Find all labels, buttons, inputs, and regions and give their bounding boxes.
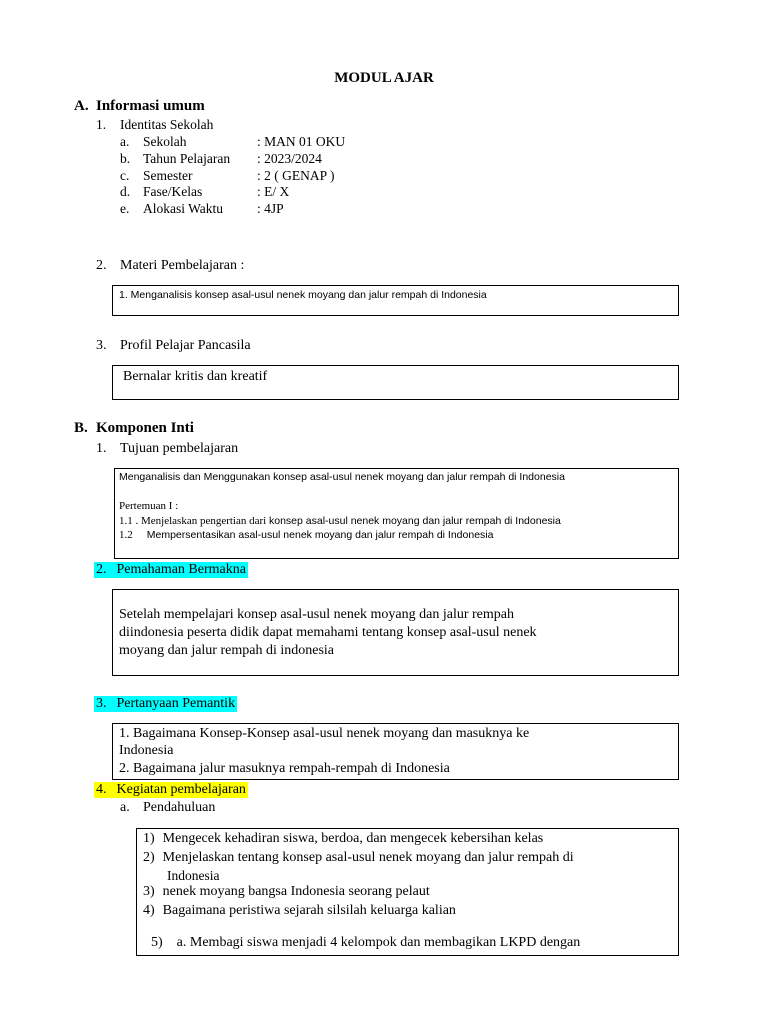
row-value: : MAN 01 OKU (257, 134, 346, 149)
materi-box (112, 285, 679, 316)
pemantik-box (112, 723, 679, 780)
tujuan-label: Tujuan pembelajaran (120, 441, 239, 456)
tujuan-sub2-num: 1.2 (119, 529, 133, 541)
kegiatan-heading (94, 782, 248, 798)
pemahaman-num: 2. (96, 562, 107, 577)
row-label: Semester (143, 168, 193, 183)
pemahaman-line: moyang dan jalur rempah di indonesia (119, 643, 334, 658)
list-num: 4) (143, 903, 155, 918)
row-value: : 4JP (257, 201, 284, 216)
pemahaman-label: Pemahaman Bermakna (116, 562, 246, 577)
pendahuluan-label: Pendahuluan (143, 800, 216, 815)
tujuan-sub1-rest: konsep asal-usul nenek moyang dan jalur rempah di Indonesia (268, 515, 561, 527)
profil-label: Profil Pelajar Pancasila (120, 338, 251, 353)
materi-num: 2. (96, 258, 107, 273)
materi-box-text: 1. Menganalisis konsep asal-usul nenek moyang dan jalur rempah di Indonesia (119, 289, 487, 301)
pemantik-heading (94, 696, 237, 712)
row-label: Tahun Pelajaran (143, 151, 231, 166)
pemantik-num: 3. (96, 696, 107, 711)
tujuan-meeting: Pertemuan I : (119, 500, 179, 512)
list-num: 1) (143, 831, 155, 846)
row-label: Sekolah (143, 134, 187, 149)
pemahaman-box (112, 589, 679, 676)
tujuan-sub1 (119, 515, 561, 527)
materi-label: Materi Pembelajaran : (120, 258, 245, 273)
tujuan-box (114, 468, 679, 559)
pemantik-label: Pertanyaan Pemantik (116, 696, 236, 711)
list-text: Bagaimana peristiwa sejarah silsilah keluarga kalian (162, 903, 456, 918)
list-item (143, 903, 456, 919)
pemahaman-line: diindonesia peserta didik dapat memahami tentang konsep asal-usul nenek (119, 625, 537, 640)
pendahuluan-box (136, 828, 679, 956)
row-value: : 2023/2024 (257, 151, 322, 166)
row-letter: b. (120, 151, 131, 166)
list-item (151, 935, 580, 951)
list-text: Mengecek kehadiran siswa, berdoa, dan mengecek kebersihan kelas (162, 831, 544, 846)
list-item (143, 850, 574, 866)
document-title: MODUL AJAR (334, 70, 434, 86)
list-text: a. Membagi siswa menjadi 4 kelompok dan membagikan LKPD dengan (176, 935, 581, 950)
list-num: 5) (151, 935, 163, 950)
list-num: 3) (143, 884, 155, 899)
row-letter: c. (120, 168, 130, 183)
pemantik-line: 1. Bagaimana Konsep-Konsep asal-usul nenek moyang dan masuknya ke (119, 726, 530, 741)
tujuan-sub2-text: Mempersentasikan asal-usul nenek moyang dan jalur rempah di Indonesia (146, 529, 494, 541)
tujuan-num: 1. (96, 441, 107, 456)
row-letter: e. (120, 201, 130, 216)
profil-num: 3. (96, 338, 107, 353)
list-text: Menjelaskan tentang konsep asal-usul nenek moyang dan jalur rempah di (162, 850, 574, 865)
pemantik-line: 2. Bagaimana jalur masuknya rempah-rempah di Indonesia (119, 761, 450, 776)
identitas-num: 1. (96, 117, 107, 132)
profil-box (112, 365, 679, 400)
pemahaman-line: Setelah mempelajari konsep asal-usul nenek moyang dan jalur rempah (119, 607, 514, 622)
row-label: Alokasi Waktu (143, 201, 224, 216)
section-b-heading: Komponen Inti (96, 420, 194, 436)
row-value: : 2 ( GENAP ) (257, 168, 335, 183)
row-value: : E/ X (257, 184, 290, 199)
section-a-letter: A. (74, 98, 89, 114)
list-num: 2) (143, 850, 155, 865)
row-label: Fase/Kelas (143, 184, 203, 199)
tujuan-sub1-prefix: 1.1 . Menjelaskan pengertian dari (119, 515, 269, 527)
list-item-cont: Indonesia (167, 868, 220, 883)
row-letter: d. (120, 184, 131, 199)
pemantik-line: Indonesia (119, 743, 174, 758)
tujuan-box-line1: Menganalisis dan Menggunakan konsep asal-usul nenek moyang dan jalur rempah di Indonesia (119, 471, 565, 483)
list-item (143, 831, 543, 847)
kegiatan-num: 4. (96, 782, 107, 797)
row-letter: a. (120, 134, 130, 149)
identitas-label: Identitas Sekolah (120, 117, 214, 132)
profil-box-text: Bernalar kritis dan kreatif (123, 369, 268, 384)
section-a-heading: Informasi umum (96, 98, 205, 114)
tujuan-sub2 (119, 529, 493, 541)
list-text: nenek moyang bangsa Indonesia seorang pelaut (162, 884, 430, 899)
pemahaman-heading (94, 562, 248, 578)
list-item (143, 884, 430, 900)
pendahuluan-letter: a. (120, 800, 130, 815)
kegiatan-label: Kegiatan pembelajaran (116, 782, 246, 797)
section-b-letter: B. (74, 420, 88, 436)
